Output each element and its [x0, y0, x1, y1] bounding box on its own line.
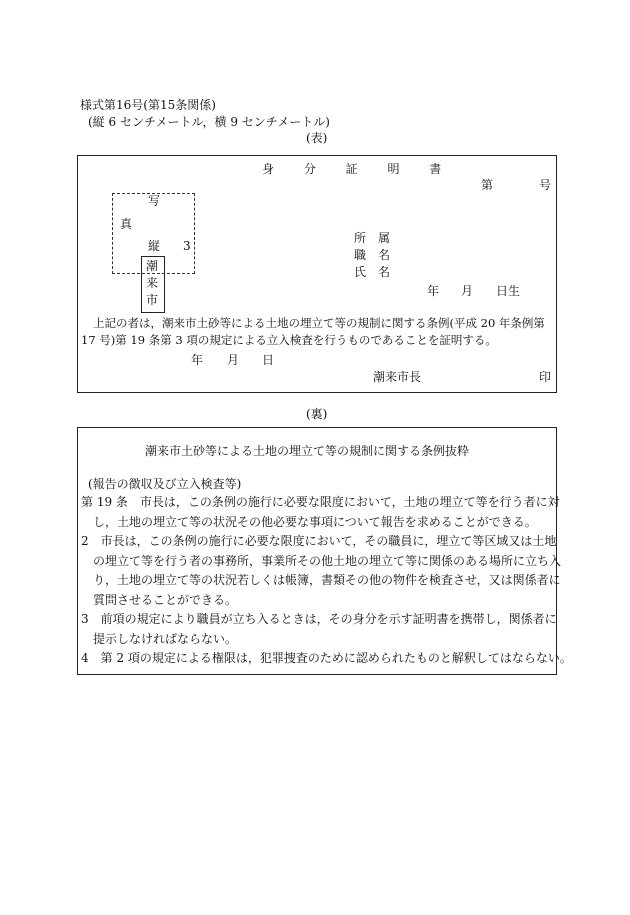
seal-mark: 印 [539, 370, 552, 384]
photo-char-4: 3 [183, 239, 191, 253]
photo-char-2: 真 [120, 217, 133, 231]
article-19 [81, 493, 560, 532]
paragraph-3 [81, 610, 557, 649]
seal-char-2: 来 [146, 276, 159, 290]
paragraph-4 [81, 649, 572, 669]
issue-year: 年 [191, 353, 204, 367]
field-name: 氏 名 [354, 265, 391, 279]
cert-line-2: 17 号)第 19 条第 3 項の規定による立入検査を行うものであることを証明する。 [81, 333, 497, 347]
paragraph-2-line-2: の埋立て等を行う者の事務所，事業所その他土地の埋立て等に関係のある場所に立ち入 [93, 553, 562, 568]
birth-month: 月 [461, 284, 474, 298]
paragraph-4-line-1: 4 第 2 項の規定による権限は，犯罪捜査のために認められたものと解釈してはならない。 [81, 651, 572, 665]
article-caption: (報告の徴収及び立入検査等) [88, 477, 242, 491]
seal-char-1: 潮 [146, 259, 159, 273]
field-position: 職 名 [354, 248, 391, 262]
issue-day: 日 [262, 353, 275, 367]
card-title: 身 分 証 明 書 [262, 162, 455, 176]
cert-line-1: 上記の者は，潮来市土砂等による土地の埋立て等の規制に関する条例(平成 20 年条例第 [93, 316, 545, 330]
photo-char-3: 縦 [148, 239, 161, 253]
paragraph-2-line-4: 質問させることができる。 [93, 592, 238, 607]
number-prefix: 第 [481, 178, 494, 192]
article-19-line-1: 第 19 条 市長は，この条例の施行に必要な限度において，土地の埋立て等を行う者に対 [81, 495, 560, 509]
issue-month: 月 [227, 353, 240, 367]
paragraph-2-line-1: 2 市長は，この条例の施行に必要な限度において，その職員に，埋立て等区域又は土地 [81, 534, 557, 548]
number-suffix: 号 [539, 178, 552, 192]
seal-char-3: 市 [146, 293, 159, 307]
form-number: 様式第16号(第15条関係) [80, 98, 216, 112]
article-19-line-2: し，土地の埋立て等の状況その他必要な事項について報告を求めることができる。 [93, 514, 537, 529]
paragraph-2 [81, 532, 561, 610]
mayor-label: 潮来市長 [373, 370, 422, 384]
front-label: (表) [306, 131, 328, 145]
birth-day: 日生 [496, 284, 521, 298]
birth-year: 年 [427, 284, 440, 298]
back-title: 潮来市土砂等による土地の埋立て等の規制に関する条例抜粋 [145, 444, 470, 458]
back-label: (裏) [306, 407, 328, 421]
paragraph-2-line-3: り，土地の埋立て等の状況若しくは帳簿，書類その他の物件を検査させ，又は関係者に [93, 573, 561, 587]
photo-char-1: 写 [148, 194, 161, 208]
size-note: (縦 6 センチメートル，横 9 センチメートル) [88, 115, 330, 129]
paragraph-3-line-1: 3 前項の規定により職員が立ち入るときは，その身分を示す証明書を携帯し，関係者に [81, 612, 557, 626]
field-affiliation: 所 属 [354, 231, 391, 245]
paragraph-3-line-2: 提示しなければならない。 [93, 631, 238, 646]
